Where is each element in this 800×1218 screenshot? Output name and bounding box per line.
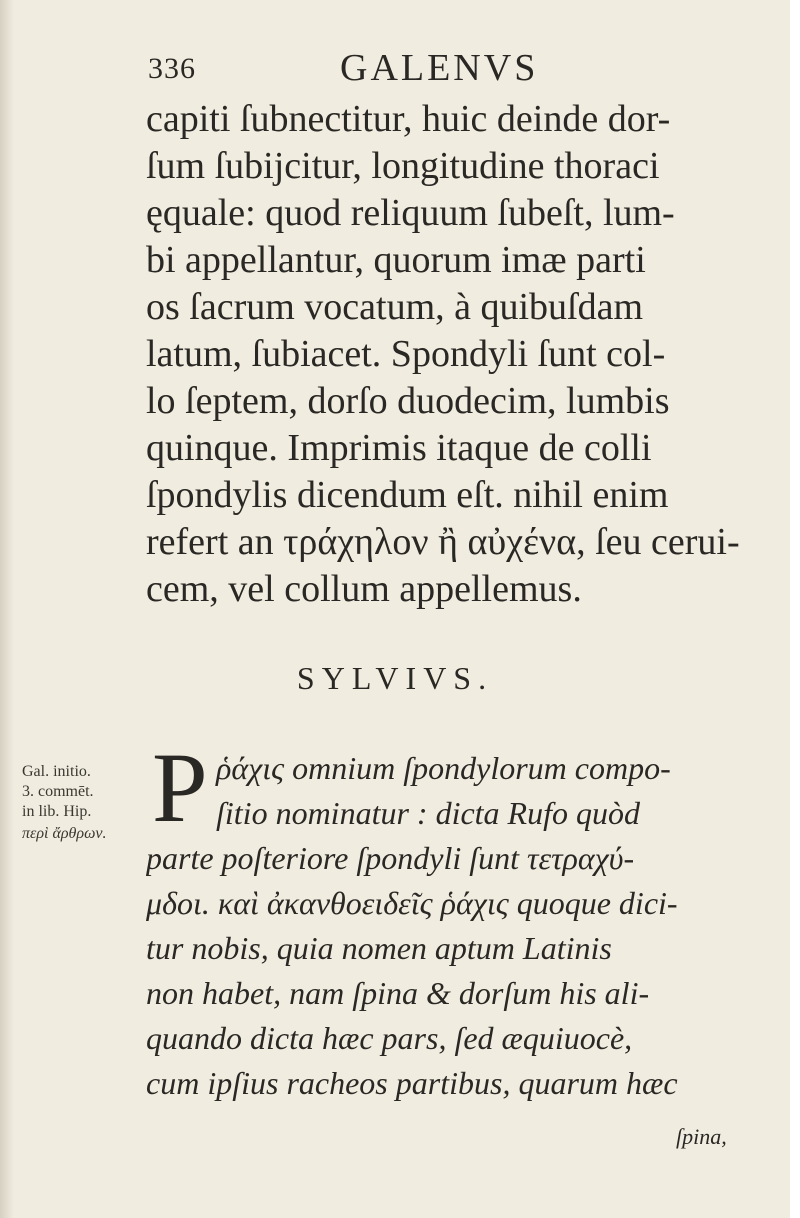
text-line: cum ipſius racheos partibus, quarum hæc: [146, 1065, 678, 1101]
page-margin: [790, 0, 800, 1218]
page-number: 336: [148, 52, 196, 85]
margin-note-line: Gal. initio.: [22, 763, 91, 780]
text-line: ęquale: quod reliquum ſubeſt, lum-: [146, 192, 675, 234]
margin-note-line: 3. commēt.: [22, 783, 94, 800]
text-line: os ſacrum vocatum, à quibuſdam: [146, 286, 644, 328]
page-header: [148, 46, 748, 94]
marginal-notes: [22, 762, 152, 844]
margin-note-line: in lib. Hip.: [22, 803, 92, 820]
spine-shadow: [0, 0, 14, 1218]
text-line: parte poſteriore ſpondyli ſunt τετραχύ-: [146, 840, 635, 876]
text-line: ſpondylis dicendum eſt. nihil enim: [146, 474, 669, 516]
running-head: GALENVS: [340, 47, 539, 89]
text-line: capiti ſubnectitur, huic deinde dor-: [146, 98, 671, 140]
drop-cap: P: [152, 732, 208, 843]
text-line: ſum ſubijcitur, longitudine thoraci: [146, 145, 660, 187]
text-line: ſitio nominatur : dicta Rufo quòd: [216, 795, 640, 831]
catchword: ſpina,: [676, 1124, 727, 1149]
text-line: bi appellantur, quorum imæ parti: [146, 239, 646, 281]
text-line: μδοι. καὶ ἀκανθοειδεῖς ῥάχις quoque dici-: [146, 885, 678, 921]
text-line: quinque. Imprimis itaque de colli: [146, 427, 652, 469]
text-line: tur nobis, quia nomen aptum Latinis: [146, 930, 612, 966]
text-line: quando dicta hæc pars, ſed æquiuocè,: [146, 1020, 633, 1056]
margin-note-greek: περὶ ἄρθρων.: [22, 825, 107, 842]
text-line: lo ſeptem, dorſo duodecim, lumbis: [146, 380, 670, 422]
text-line: cem, vel collum appellemus.: [146, 568, 582, 610]
text-line: non habet, nam ſpina & dorſum his ali-: [146, 975, 650, 1011]
sylvius-text-block: [146, 746, 746, 1106]
text-line: ῥάχις omnium ſpondylorum compo-: [216, 750, 671, 786]
text-line: latum, ſubiacet. Spondyli ſunt col-: [146, 333, 666, 375]
text-line: refert an τράχηλον ἢ αὐχένα, ſeu cerui-: [146, 521, 740, 563]
section-heading: SYLVIVS.: [296, 660, 494, 696]
galen-text-block: [146, 96, 746, 613]
